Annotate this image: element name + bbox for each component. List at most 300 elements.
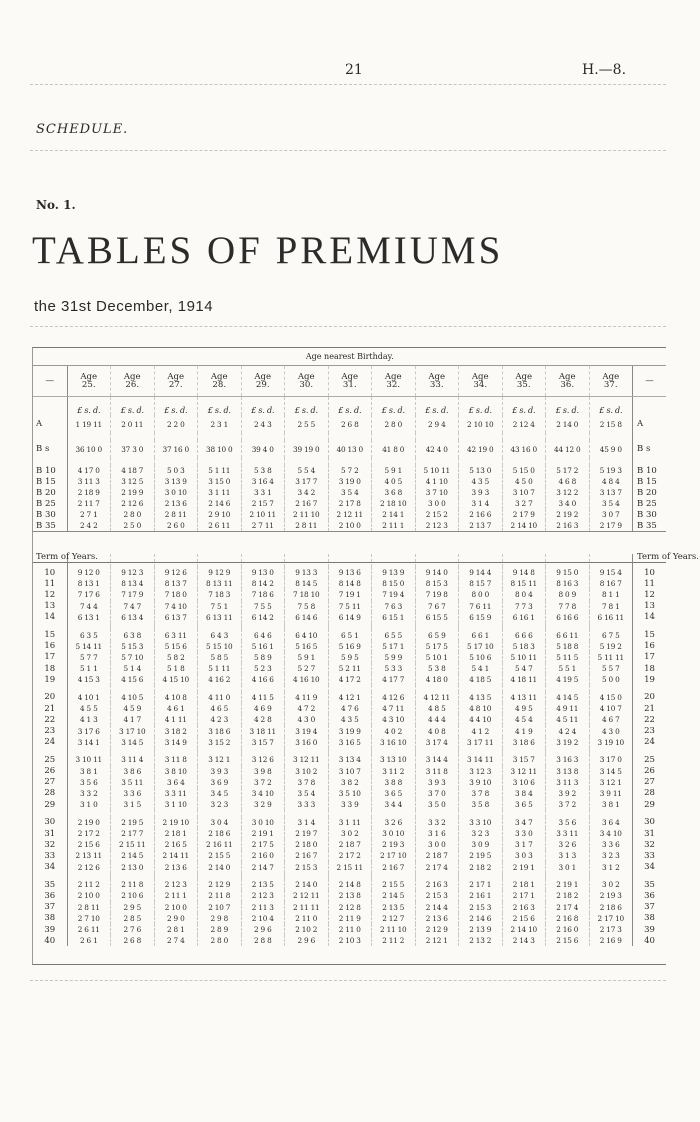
premium-cell: 8 15 7 xyxy=(459,578,503,589)
premium-cell: 3 9 3 xyxy=(459,487,503,498)
premium-cell: 5 8 9 xyxy=(241,652,285,663)
premium-cell: 5 8 5 xyxy=(198,652,242,663)
term-34-label-right: 34 xyxy=(633,862,667,873)
premium-cell: 2 18 1 xyxy=(154,828,198,839)
premium-cell: 2 14 0 xyxy=(285,879,329,890)
premium-cell: 4 2 8 xyxy=(241,714,285,725)
term-40-label: 40 xyxy=(33,935,67,946)
premium-cell: 2 18 2 xyxy=(459,862,503,873)
term-11-label: 11 xyxy=(33,578,67,589)
premium-cell: 2 14 5 xyxy=(111,850,155,861)
term-20-row xyxy=(33,692,666,703)
premium-cell: 7 18 6 xyxy=(241,589,285,600)
age-value: 30. xyxy=(299,380,314,390)
term-29-row xyxy=(33,799,666,810)
premium-cell: 9 13 3 xyxy=(285,567,329,578)
footer-rule xyxy=(30,980,666,981)
premium-cell: 2 6 8 xyxy=(328,415,372,433)
term-30-label: 30 xyxy=(33,817,67,828)
premium-cell: 2 15 8 xyxy=(589,415,633,433)
premium-cell: 9 12 6 xyxy=(154,567,198,578)
term-34-label: 34 xyxy=(33,862,67,873)
premium-cell: 8 0 9 xyxy=(546,589,590,600)
premium-cell: 4 9 11 xyxy=(546,703,590,714)
premium-cell: 7 17 9 xyxy=(111,589,155,600)
premium-cell: 6 4 10 xyxy=(285,629,329,640)
premium-cell: 2 17 1 xyxy=(502,890,546,901)
term-36-row xyxy=(33,890,666,901)
premium-cell: 3 9 3 xyxy=(415,777,459,788)
premium-cell: 3 1 10 xyxy=(154,799,198,810)
premium-cell: 2 4 2 xyxy=(67,520,111,532)
premium-cell: 44 12 0 xyxy=(546,440,590,458)
row-b30-label-right: B 30 xyxy=(633,509,667,520)
premium-cell: 2 14 5 xyxy=(372,890,416,901)
premium-cell: 7 5 8 xyxy=(285,601,329,612)
premium-cell: 3 0 4 xyxy=(198,817,242,828)
premium-cell: 4 10 5 xyxy=(111,692,155,703)
premium-cell: 6 5 5 xyxy=(372,629,416,640)
term-23-row xyxy=(33,725,666,736)
premium-cell: 2 13 6 xyxy=(154,498,198,509)
premium-cell: 5 15 3 xyxy=(111,641,155,652)
premium-cell: 3 5 8 xyxy=(459,799,503,810)
premium-cell: 2 9 6 xyxy=(285,935,329,946)
term-36-label-right: 36 xyxy=(633,890,667,901)
premium-cell: 2 14 10 xyxy=(502,924,546,935)
premium-cell: 3 18 11 xyxy=(241,725,285,736)
premium-cell: 2 19 1 xyxy=(546,879,590,890)
premium-cell: 2 11 10 xyxy=(372,924,416,935)
age-prefix: Age xyxy=(123,372,141,382)
premium-cell: 2 14 3 xyxy=(502,935,546,946)
premium-cell: 5 15 6 xyxy=(154,641,198,652)
premium-cell: 2 19 3 xyxy=(589,890,633,901)
premium-cell: 3 11 2 xyxy=(372,766,416,777)
premium-cell: 3 14 9 xyxy=(154,737,198,748)
term-20-label-right: 20 xyxy=(633,692,667,703)
premium-cell: 2 8 1 xyxy=(154,924,198,935)
term-27-label: 27 xyxy=(33,777,67,788)
premium-cell: 6 6 11 xyxy=(546,629,590,640)
premium-cell: 3 2 3 xyxy=(589,850,633,861)
premium-cell: 5 3 3 xyxy=(372,663,416,674)
currency-unit: £ s. d. xyxy=(67,397,111,416)
premium-cell: 4 2 4 xyxy=(546,725,590,736)
premium-cell: 2 8 11 xyxy=(67,902,111,913)
term-38-label: 38 xyxy=(33,913,67,924)
premium-cell: 3 16 10 xyxy=(372,737,416,748)
term-24-label: 24 xyxy=(33,737,67,748)
premium-cell: 7 4 7 xyxy=(111,601,155,612)
premium-cell: 5 3 8 xyxy=(241,465,285,476)
premium-cell: 5 4 1 xyxy=(459,663,503,674)
premium-cell: 9 12 0 xyxy=(67,567,111,578)
premium-cell: 3 3 6 xyxy=(589,839,633,850)
premium-cell: 2 8 0 xyxy=(372,415,416,433)
premium-cell: 3 10 2 xyxy=(285,766,329,777)
page-number: 21 xyxy=(345,62,363,78)
age-value: 31. xyxy=(342,380,357,390)
premium-cell: 5 11 11 xyxy=(589,652,633,663)
premium-cell: 9 14 8 xyxy=(502,567,546,578)
premium-cell: 5 4 7 xyxy=(502,663,546,674)
premium-cell: 4 5 9 xyxy=(111,703,155,714)
premium-cell: 2 18 9 xyxy=(67,487,111,498)
term-12-label: 12 xyxy=(33,589,67,600)
premium-cell: 3 5 4 xyxy=(285,788,329,799)
premium-cell: 2 15 3 xyxy=(459,902,503,913)
premium-cell: 2 13 11 xyxy=(67,850,111,861)
row-b10-row xyxy=(33,465,666,476)
premium-cell: 2 13 2 xyxy=(459,935,503,946)
premium-cell: 2 10 6 xyxy=(111,890,155,901)
premium-cell: 4 11 9 xyxy=(285,692,329,703)
premium-cell: 3 19 10 xyxy=(589,737,633,748)
premium-cell: 2 12 6 xyxy=(111,498,155,509)
premium-cell: 3 3 6 xyxy=(111,788,155,799)
premium-cell: 7 19 1 xyxy=(328,589,372,600)
age-value: 32. xyxy=(386,380,401,390)
premium-cell: 5 7 7 xyxy=(67,652,111,663)
premium-cell: 4 1 7 xyxy=(111,714,155,725)
row-b30-label: B 30 xyxy=(33,509,67,520)
term-39-row xyxy=(33,924,666,935)
premium-cell: 4 16 10 xyxy=(285,674,329,685)
premium-cell: 2 9 8 xyxy=(198,913,242,924)
premium-cell: 4 10 1 xyxy=(67,692,111,703)
premium-cell: 2 15 11 xyxy=(328,862,372,873)
premium-cell: 3 19 2 xyxy=(546,737,590,748)
premium-cell: 4 11 5 xyxy=(241,692,285,703)
premium-cell: 2 11 10 xyxy=(285,509,329,520)
premium-cell: 7 8 1 xyxy=(589,601,633,612)
age-value: 34. xyxy=(473,380,488,390)
premium-cell: 2 8 0 xyxy=(198,935,242,946)
premium-cell: 7 6 3 xyxy=(372,601,416,612)
premium-cell: 3 2 7 xyxy=(502,498,546,509)
premium-cell: 8 13 1 xyxy=(67,578,111,589)
age-prefix: Age xyxy=(254,372,272,382)
premium-cell: 2 16 3 xyxy=(415,879,459,890)
term-23-label: 23 xyxy=(33,725,67,736)
term-17-row xyxy=(33,652,666,663)
premium-cell: 2 11 1 xyxy=(154,890,198,901)
term-11-row xyxy=(33,578,666,589)
premium-cell: 38 10 0 xyxy=(198,440,242,458)
premium-cell: 4 7 11 xyxy=(372,703,416,714)
term-29-label: 29 xyxy=(33,799,67,810)
premium-cell: 6 13 4 xyxy=(111,612,155,623)
age-value: 25. xyxy=(81,380,96,390)
premium-cell: 3 4 7 xyxy=(502,817,546,828)
term-40-row xyxy=(33,935,666,946)
premium-cell: 5 17 10 xyxy=(459,641,503,652)
dash-left: — xyxy=(33,366,67,397)
premium-cell: 8 14 2 xyxy=(241,578,285,589)
premium-cell: 7 7 3 xyxy=(502,601,546,612)
term-26-label-right: 26 xyxy=(633,766,667,777)
age-columns-row xyxy=(33,366,666,397)
premium-cell: 4 2 3 xyxy=(198,714,242,725)
premium-cell: 2 16 6 xyxy=(459,509,503,520)
premium-cell: 4 1 11 xyxy=(154,714,198,725)
premium-cell: 3 2 6 xyxy=(372,817,416,828)
premium-cell: 3 17 11 xyxy=(459,737,503,748)
premium-cell: 9 15 0 xyxy=(546,567,590,578)
premium-cell: 37 16 0 xyxy=(154,440,198,458)
premium-cell: 4 6 5 xyxy=(198,703,242,714)
premium-cell: 5 5 4 xyxy=(285,465,329,476)
premium-cell: 3 8 6 xyxy=(111,766,155,777)
currency-unit: £ s. d. xyxy=(546,397,590,416)
premium-cell: 2 10 10 xyxy=(459,415,503,433)
term-24-row xyxy=(33,737,666,748)
premium-cell: 7 5 5 xyxy=(241,601,285,612)
premium-cell: 5 0 3 xyxy=(154,465,198,476)
term-17-label: 17 xyxy=(33,652,67,663)
premium-cell: 9 15 4 xyxy=(589,567,633,578)
premium-cell: 8 14 5 xyxy=(285,578,329,589)
term-25-label: 25 xyxy=(33,754,67,765)
term-21-row xyxy=(33,703,666,714)
premium-cell: 4 18 7 xyxy=(111,465,155,476)
age-header-row xyxy=(33,348,666,366)
term-32-row xyxy=(33,839,666,850)
term-13-row xyxy=(33,601,666,612)
premium-cell: 3 3 10 xyxy=(459,817,503,828)
premium-cell: 3 19 4 xyxy=(285,725,329,736)
premium-cell: 5 8 2 xyxy=(154,652,198,663)
premium-cell: 4 8 10 xyxy=(459,703,503,714)
premium-cell: 2 16 7 xyxy=(372,862,416,873)
term-33-row xyxy=(33,850,666,861)
premium-cell: 4 12 6 xyxy=(372,692,416,703)
age-prefix: Age xyxy=(210,372,228,382)
premium-cell: 7 5 1 xyxy=(198,601,242,612)
age-column-header xyxy=(502,366,546,397)
premium-cell: 6 5 1 xyxy=(328,629,372,640)
premium-cell: 5 18 3 xyxy=(502,641,546,652)
premium-cell: 8 16 3 xyxy=(546,578,590,589)
premium-cell: 2 0 11 xyxy=(111,415,155,433)
premium-cell: 2 17 10 xyxy=(372,850,416,861)
premium-cell: 2 5 0 xyxy=(111,520,155,532)
premium-cell: 5 9 9 xyxy=(372,652,416,663)
premium-cell: 3 8 2 xyxy=(328,777,372,788)
premium-cell: 2 15 6 xyxy=(67,839,111,850)
premium-cell: 2 9 4 xyxy=(415,415,459,433)
premium-cell: 6 14 2 xyxy=(241,612,285,623)
premium-cell: 2 16 11 xyxy=(198,839,242,850)
premium-cell: 9 12 3 xyxy=(111,567,155,578)
premium-cell: 7 6 7 xyxy=(415,601,459,612)
premium-cell: 4 8 5 xyxy=(415,703,459,714)
premium-cell: 2 17 2 xyxy=(328,850,372,861)
premium-cell: 2 15 5 xyxy=(198,850,242,861)
premium-cell: 2 11 0 xyxy=(285,913,329,924)
row-b35-label-right: B 35 xyxy=(633,520,667,532)
premium-cell: 2 17 4 xyxy=(415,862,459,873)
premium-cell: 3 3 11 xyxy=(154,788,198,799)
premium-cell: 3 11 8 xyxy=(415,766,459,777)
premium-cell: 3 3 2 xyxy=(67,788,111,799)
term-39-label-right: 39 xyxy=(633,924,667,935)
age-prefix: Age xyxy=(515,372,533,382)
premium-cell: 2 17 3 xyxy=(589,924,633,935)
premium-cell: 2 12 11 xyxy=(328,509,372,520)
premium-cell: 5 16 1 xyxy=(241,641,285,652)
term-19-label-right: 19 xyxy=(633,674,667,685)
premium-cell: 3 12 1 xyxy=(198,754,242,765)
premium-cell: 5 19 3 xyxy=(589,465,633,476)
term-26-row xyxy=(33,766,666,777)
age-prefix: Age xyxy=(471,372,489,382)
premium-cell: 3 17 10 xyxy=(111,725,155,736)
premium-cell: 5 11 5 xyxy=(546,652,590,663)
premium-cell: 3 11 4 xyxy=(111,754,155,765)
term-10-row xyxy=(33,567,666,578)
term-35-label: 35 xyxy=(33,879,67,890)
age-column-header xyxy=(459,366,503,397)
premium-cell: 2 17 8 xyxy=(328,498,372,509)
premium-cell: 2 13 5 xyxy=(372,902,416,913)
row-a-row xyxy=(33,415,666,433)
term-15-label: 15 xyxy=(33,629,67,640)
premium-cell: 3 0 3 xyxy=(502,850,546,861)
premium-cell: 2 15 3 xyxy=(285,862,329,873)
premium-cell: 4 12 1 xyxy=(328,692,372,703)
premium-cell: 2 12 9 xyxy=(198,879,242,890)
premium-cell: 2 3 1 xyxy=(198,415,242,433)
premium-cell: 2 14 11 xyxy=(154,850,198,861)
premium-cell: 3 3 0 xyxy=(502,828,546,839)
premium-cell: 9 14 0 xyxy=(415,567,459,578)
age-prefix: Age xyxy=(602,372,620,382)
premium-cell: 3 14 1 xyxy=(67,737,111,748)
premium-cell: 3 2 3 xyxy=(198,799,242,810)
age-prefix: Age xyxy=(167,372,185,382)
premium-cell: 6 13 7 xyxy=(154,612,198,623)
premium-cell: 39 4 0 xyxy=(241,440,285,458)
age-prefix: Age xyxy=(384,372,402,382)
premium-cell: 4 0 2 xyxy=(372,725,416,736)
age-value: 35. xyxy=(516,380,531,390)
age-column-header xyxy=(285,366,329,397)
premium-cell: 2 10 0 xyxy=(328,520,372,532)
premium-cell: 2 13 0 xyxy=(111,862,155,873)
premium-cell: 4 13 5 xyxy=(459,692,503,703)
premium-cell: 4 5 5 xyxy=(67,703,111,714)
premium-cell: 37 3 0 xyxy=(111,440,155,458)
row-a-label: A xyxy=(33,415,67,433)
premium-cell: 6 3 5 xyxy=(67,629,111,640)
premium-cell: 2 7 11 xyxy=(241,520,285,532)
premium-cell: 4 8 4 xyxy=(589,476,633,487)
premium-cell: 8 13 7 xyxy=(154,578,198,589)
premium-cell: 3 3 3 xyxy=(285,799,329,810)
term-18-label-right: 18 xyxy=(633,663,667,674)
premium-cell: 4 1 10 xyxy=(415,476,459,487)
row-b20-label-right: B 20 xyxy=(633,487,667,498)
premium-cell: 4 15 6 xyxy=(111,674,155,685)
premium-cell: 4 6 8 xyxy=(546,476,590,487)
premium-cell: 2 14 6 xyxy=(198,498,242,509)
premium-cell: 6 5 9 xyxy=(415,629,459,640)
premium-cell: 9 12 9 xyxy=(198,567,242,578)
term-10-label-right: 10 xyxy=(633,567,667,578)
premium-cell: 4 1 2 xyxy=(459,725,503,736)
premium-cell: 3 1 6 xyxy=(415,828,459,839)
term-29-label-right: 29 xyxy=(633,799,667,810)
premium-cell: 2 19 9 xyxy=(111,487,155,498)
term-25-label-right: 25 xyxy=(633,754,667,765)
premium-cell: 5 1 4 xyxy=(111,663,155,674)
currency-unit: £ s. d. xyxy=(589,397,633,416)
premium-cell: 3 0 7 xyxy=(589,509,633,520)
premium-cell: 3 1 7 xyxy=(502,839,546,850)
premium-cell: 3 5 0 xyxy=(415,799,459,810)
premium-cell: 3 15 7 xyxy=(502,754,546,765)
term-38-label-right: 38 xyxy=(633,913,667,924)
premium-cell: 2 5 5 xyxy=(285,415,329,433)
term-26-label: 26 xyxy=(33,766,67,777)
premium-cell: 2 12 3 xyxy=(415,520,459,532)
age-column-header xyxy=(111,366,155,397)
term-31-row xyxy=(33,828,666,839)
premium-cell: 3 1 4 xyxy=(285,817,329,828)
row-b25-row xyxy=(33,498,666,509)
premium-cell: 2 12 9 xyxy=(415,924,459,935)
premium-cell: 2 19 7 xyxy=(285,828,329,839)
premium-cell: 5 9 1 xyxy=(285,652,329,663)
premium-cell: 2 13 6 xyxy=(415,913,459,924)
premium-table-a-rows xyxy=(33,348,666,532)
premium-cell: 2 14 0 xyxy=(546,415,590,433)
premium-cell: 5 5 7 xyxy=(589,663,633,674)
premium-cell: 5 7 2 xyxy=(328,465,372,476)
premium-cell: 2 13 8 xyxy=(328,890,372,901)
premium-cell: 3 17 4 xyxy=(415,737,459,748)
premium-cell: 2 12 6 xyxy=(67,862,111,873)
term-10-label: 10 xyxy=(33,567,67,578)
subtitle-rule xyxy=(30,326,666,327)
term-of-years-heading-right: Term of Years. xyxy=(633,554,667,567)
premium-cell: 2 15 6 xyxy=(546,935,590,946)
premium-cell: 2 2 0 xyxy=(154,415,198,433)
term-17-label-right: 17 xyxy=(633,652,667,663)
premium-cell: 4 19 5 xyxy=(546,674,590,685)
age-column-header xyxy=(546,366,590,397)
premium-cell: 7 5 11 xyxy=(328,601,372,612)
premium-cell: 3 19 0 xyxy=(328,476,372,487)
term-19-row xyxy=(33,674,666,685)
premium-cell: 3 12 11 xyxy=(285,754,329,765)
premium-cell: 4 6 1 xyxy=(154,703,198,714)
age-value: 29. xyxy=(255,380,270,390)
page-subtitle: the 31st December, 1914 xyxy=(34,298,214,315)
premium-cell: 3 6 4 xyxy=(154,777,198,788)
premium-cell: 2 16 3 xyxy=(502,902,546,913)
page-reference: H.—8. xyxy=(582,62,627,78)
term-34-row xyxy=(33,862,666,873)
premium-cell: 9 13 0 xyxy=(241,567,285,578)
premium-cell: 2 14 8 xyxy=(328,879,372,890)
age-prefix: Age xyxy=(80,372,98,382)
row-b30-row xyxy=(33,509,666,520)
premium-cell: 4 0 8 xyxy=(415,725,459,736)
age-value: 37. xyxy=(603,380,618,390)
